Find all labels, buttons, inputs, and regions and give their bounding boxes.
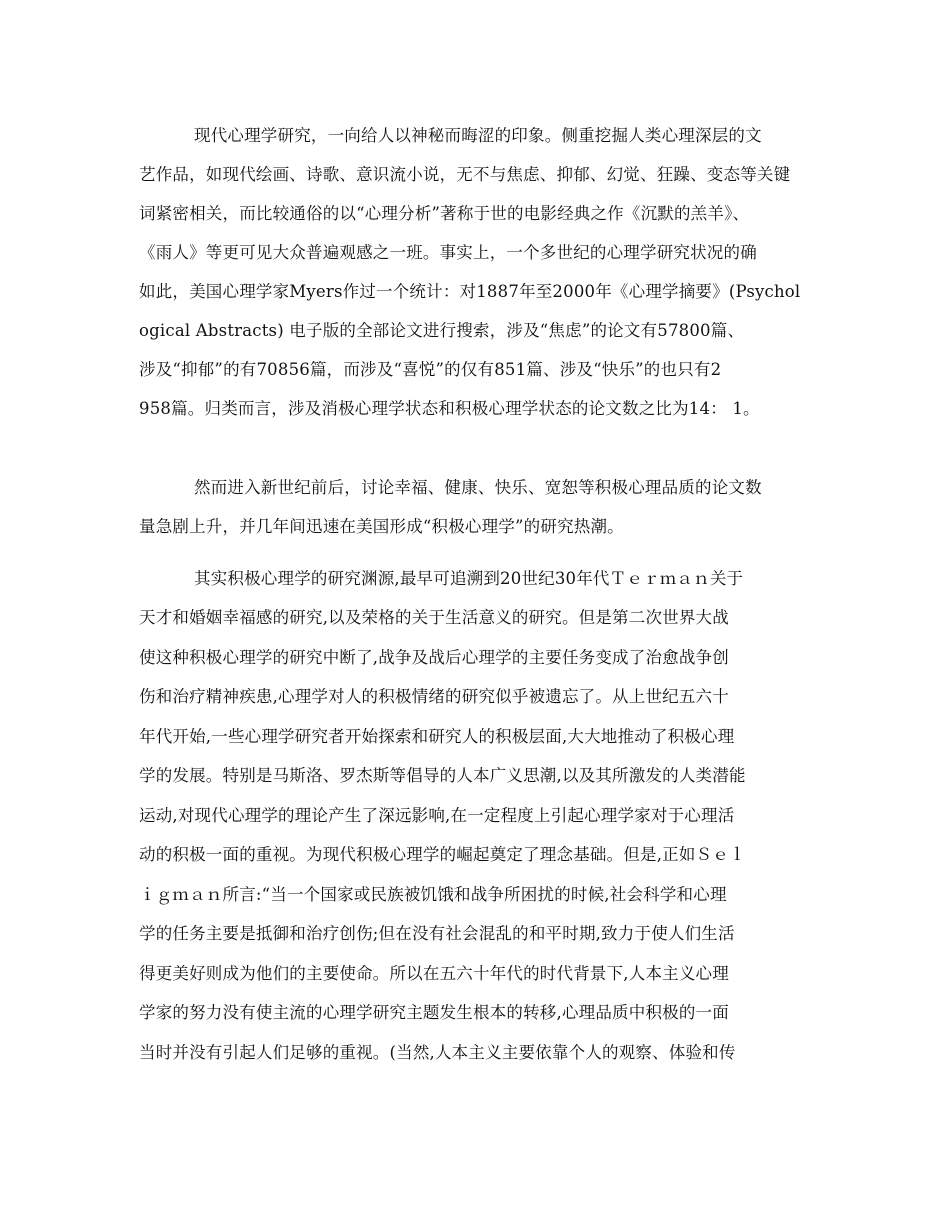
text-line: ｉｇｍａｎ所言:“当一个国家或民族被饥饿和战争所困扰的时候,社会科学和心理: [139, 885, 727, 904]
text-line: 使这种积极心理学的研究中断了,战争及战后心理学的主要任务变成了治愈战争创: [139, 648, 729, 667]
text-line: 《雨人》等更可见大众普遍观感之一班。事实上，一个多世纪的心理学研究状况的确: [139, 243, 757, 262]
text-line: 当时并没有引起人们足够的重视。(当然,人本主义主要依靠个人的观察、体验和传: [139, 1043, 736, 1062]
text-line: 量急剧上升，并几年间迅速在美国形成“积极心理学”的研究热潮。: [139, 517, 624, 536]
text-line: 词紧密相关，而比较通俗的以“心理分析”著称于世的电影经典之作《沉默的羔羊》、: [139, 204, 750, 223]
text-line: 958篇。归类而言，涉及消极心理学状态和积极心理学状态的论文数之比为14： 1。: [139, 399, 760, 418]
text-line: 学家的努力没有使主流的心理学研究主题发生根本的转移,心理品质中积极的一面: [139, 1003, 729, 1022]
text-line: 现代心理学研究，一向给人以神秘而晦涩的印象。侧重挖掘人类心理深层的文: [194, 126, 762, 145]
text-line: 涉及“抑郁”的有70856篇，而涉及“喜悦”的仅有851篇、涉及“快乐”的也只有2: [139, 360, 722, 379]
text-line: 学的任务主要是抵御和治疗创伤;但在没有社会混乱的和平时期,致力于使人们生活: [139, 924, 735, 943]
text-line: 学的发展。特别是马斯洛、罗杰斯等倡导的人本广义思潮,以及其所激发的人类潜能: [139, 766, 746, 785]
text-line: 动的积极一面的重视。为现代积极心理学的崛起奠定了理念基础。但是,正如Ｓｅｌ: [139, 845, 746, 864]
text-line: 如此，美国心理学家Myers作过一个统计：对1887年至2000年《心理学摘要》(Psychol: [139, 282, 801, 301]
text-line: 伤和治疗精神疾患,心理学对人的积极情绪的研究似乎被遗忘了。从上世纪五六十: [139, 687, 729, 706]
text-line: 得更美好则成为他们的主要使命。所以在五六十年代的时代背景下,人本主义心理: [139, 964, 729, 983]
text-line: 天才和婚姻幸福感的研究,以及荣格的关于生活意义的研究。但是第二次世界大战: [139, 608, 729, 627]
text-line: 年代开始,一些心理学研究者开始探索和研究人的积极层面,大大地推动了积极心理: [139, 727, 735, 746]
text-line: 艺作品，如现代绘画、诗歌、意识流小说，无不与焦虑、抑郁、幻觉、狂躁、变态等关键: [139, 165, 791, 184]
text-line: 其实积极心理学的研究渊源,最早可追溯到20世纪30年代Ｔｅｒｍａｎ关于: [194, 569, 744, 588]
text-line: 运动,对现代心理学的理论产生了深远影响,在一定程度上引起心理学家对于心理活: [139, 806, 735, 825]
text-line: 然而进入新世纪前后，讨论幸福、健康、快乐、宽恕等积极心理品质的论文数: [194, 478, 762, 497]
text-line: ogical Abstracts) 电子版的全部论文进行搜索，涉及“焦虑”的论文有57800篇、: [139, 321, 745, 340]
